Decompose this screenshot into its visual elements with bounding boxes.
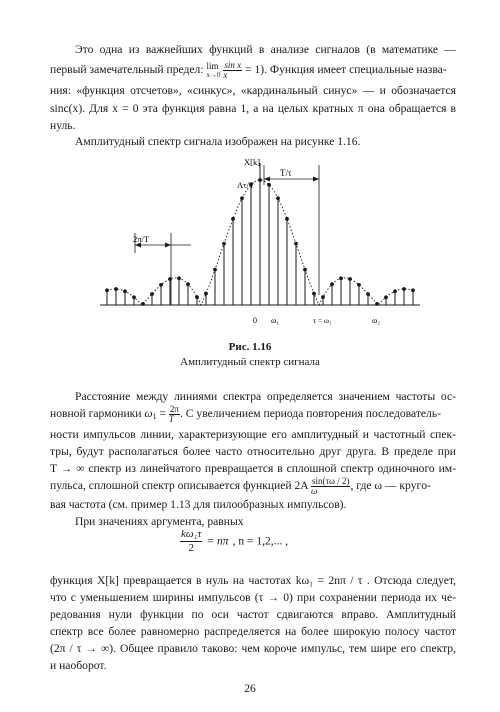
lim-word: lim [206,60,219,71]
text-line: и наоборот. [50,659,107,672]
arrowhead [313,177,319,182]
fraction-numerator: sin(τω / 2) [311,476,350,486]
fundamental-fraction [169,405,180,424]
text-fragment: . С увеличением периода повторения последователь- [179,407,441,421]
omega-symbol: ω [144,407,153,421]
amplitude-spectrum-figure [95,155,425,335]
lim-subscript: x→0 [206,70,221,79]
x-label-omega1: ω₁ [271,316,280,325]
zero-condition-formula [180,528,340,568]
text-line: sinc(x). Для x = 0 эта функция равна 1, а на целых кратных π она обращается в [50,102,456,115]
fraction-numerator: 2π [169,404,179,414]
peak-label: Aτ/T [237,180,255,190]
text-line: спектр все более равномерно распределяется на более широкую полосу частот [50,625,456,638]
text-fragment: первый замечательный предел: [50,63,204,77]
text-line-with-limit [50,61,456,80]
limit-denominator: x [223,70,228,80]
x-label-omega2: ω₂ [372,316,381,325]
text-line: тры, будут располагаться более часто относительно друг друга. В пределе при [50,445,456,458]
text-line: Расстояние между линиями спектра определяется значением частоты ос- [75,390,456,403]
text-line: Это одна из важнейших функций в анализе сигналов (в математике — [75,43,456,56]
text-line: При значениях аргумента, равных [75,515,244,528]
spacing-label: 2π/T [133,234,150,244]
text-fragment: новной гармоники [50,407,142,421]
sinc-fraction [311,477,351,496]
limit-equals: = 1 [245,63,261,77]
figure-title: Амплитудный спектр сигнала [180,356,320,368]
text-line: редования нули функции по оси частот сдвигаются вправо. Амплитудный [50,608,456,621]
limit-formula [206,62,220,80]
x-label-tau: τ = ω₁ [313,316,332,325]
text-line: вая частота (см. пример 1.13 для пилообразных импульсов). [50,498,347,511]
formula-tail: , n = 1,2,... , [232,535,288,548]
text-line-with-fraction: новной гармоники $\omega_1$ = $\frac{2\pi}{T}$ . С увеличением периода повторения последователь- [50,404,441,424]
text-line-with-fraction [50,477,456,496]
limit-numerator: sin x [224,60,242,70]
text-line: (2π / τ → ∞). Общее правило таково: чем короче импульс, тем шире его спектр, [50,642,456,655]
text-fragment: ). Функция имеет специальные назва- [260,63,447,77]
text-line: Амплитудный спектр сигнала изображен на рисунке 1.16. [75,135,361,148]
text-line: ния: «функция отсчетов», «синкус», «кардинальный синус» — и обозначается [50,84,456,97]
page-number: 26 [244,683,256,695]
text-line: нуль. [50,119,76,132]
y-axis-label: X[k] [244,157,261,167]
x-label-zero: 0 [253,316,257,325]
text-line: T → ∞ спектр из линейчатого превращается в сплошной спектр одиночного им- [50,462,456,475]
width-label: T/τ [280,168,292,178]
formula-denominator: 2 [188,542,194,554]
text-fragment: пульса, сплошной спектр описывается функцией 2A [50,479,309,493]
text-line: что с уменьшением ширины импульсов (τ → 0) при сохранении периода их че- [50,591,456,604]
arrowhead [165,243,171,248]
figure-number: Рис. 1.16 [228,341,272,353]
formula-fraction [180,528,202,555]
arrowhead [264,177,270,182]
text-line: функция X[k] превращается в нуль на частотах kω₁ = 2nπ / τ . Отсюда следует, [50,574,456,587]
fraction-denominator: ω [310,486,318,496]
formula-numerator: kω₁τ [181,528,202,540]
fraction-denominator: T [168,414,174,424]
formula-rhs: = nπ [206,535,229,548]
text-fragment: , где ω — кругo- [350,479,431,493]
text-line: ности импульсов линии, характеризующие его амплитудный и частотный спек- [50,428,456,441]
limit-fraction [223,61,242,80]
